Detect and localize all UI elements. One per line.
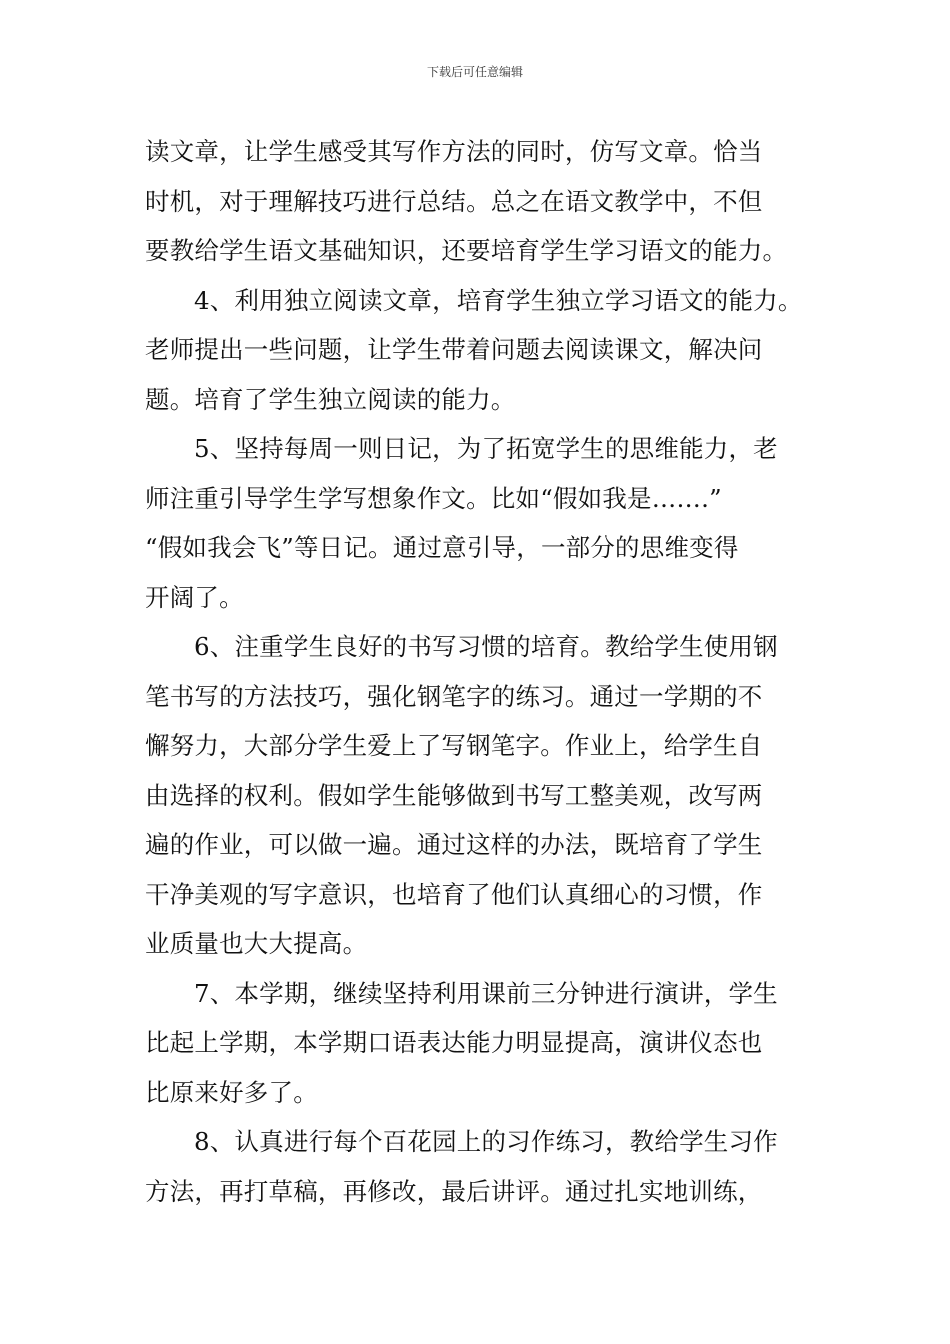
text-line: 业质量也大大提高。	[145, 929, 368, 958]
paragraph-start-4: 4、利用独立阅读文章，培育学生独立学习语文的能力。	[194, 285, 803, 315]
document-body	[145, 127, 835, 1216]
text-line: 干净美观的写字意识，也培育了他们认真细心的习惯，作	[145, 879, 763, 909]
paragraph-start-8: 8、认真进行每个百花园上的习作练习，教给学生习作	[194, 1127, 778, 1156]
text-line: 读文章，让学生感受其写作方法的同时，仿写文章。恰当	[145, 137, 763, 166]
text-line: 比原来好多了。	[145, 1077, 318, 1107]
page-header: 下载后可任意编辑	[426, 65, 523, 79]
text-line: 开阔了。	[145, 582, 244, 612]
text-line: 由选择的权利。假如学生能够做到书写工整美观，改写两	[145, 780, 763, 810]
text-line: 方法，再打草稿，再修改，最后讲评。通过扎实地训练，	[145, 1176, 763, 1206]
text-line: 老师提出一些问题，让学生带着问题去阅读课文，解决问	[145, 335, 763, 364]
paragraph-start-6: 6、注重学生良好的书写习惯的培育。教给学生使用钢	[194, 632, 778, 661]
paragraph-start-5: 5、坚持每周一则日记，为了拓宽学生的思维能力，老	[194, 434, 778, 463]
text-line: 遍的作业，可以做一遍。通过这样的办法，既培育了学生	[145, 830, 763, 859]
text-line: “假如我会飞”等日记。通过意引导，一部分的思维变得	[145, 533, 739, 562]
text-line: 题。培育了学生独立阅读的能力。	[145, 384, 516, 414]
text-line: 笔书写的方法技巧，强化钢笔字的练习。通过一学期的不	[145, 681, 763, 711]
text-line: 要教给学生语文基础知识，还要培育学生学习语文的能力。	[145, 236, 788, 265]
paragraph-start-7: 7、本学期，继续坚持利用课前三分钟进行演讲，学生	[194, 978, 778, 1008]
text-line: 时机，对于理解技巧进行总结。总之在语文教学中，不但	[145, 186, 763, 216]
text-line: 师注重引导学生学写想象作文。比如“假如我是…….”	[145, 483, 722, 513]
text-line: 懈努力，大部分学生爱上了写钢笔字。作业上，给学生自	[145, 731, 763, 760]
text-line: 比起上学期，本学期口语表达能力明显提高，演讲仪态也	[145, 1028, 763, 1057]
